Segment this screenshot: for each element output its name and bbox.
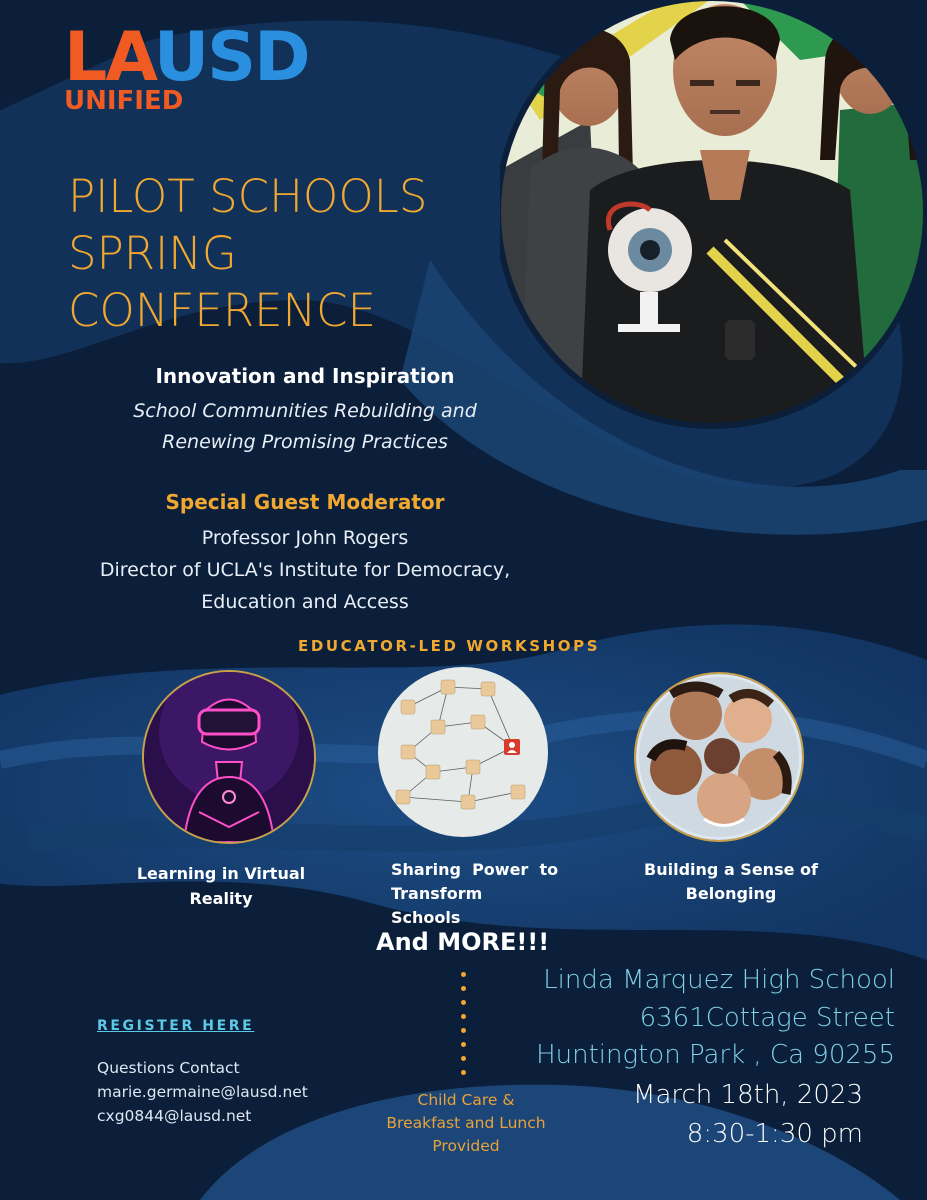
workshop-vr-line-2: Reality xyxy=(189,889,253,908)
venue-address xyxy=(536,962,895,1075)
venue-street: 6361Cottage Street xyxy=(639,1002,895,1033)
theme-subtitle-line-2: Renewing Promising Practices xyxy=(162,431,448,453)
workshop-power-line-2: Transform xyxy=(391,884,483,903)
provided-line-1: Child Care & xyxy=(417,1091,515,1109)
moderator-name: Professor John Rogers xyxy=(201,527,409,549)
network-workshop-image xyxy=(378,667,548,837)
title-line-3: CONFERENCE xyxy=(68,284,377,337)
workshop-label-vr xyxy=(126,861,316,911)
theme-subtitle xyxy=(40,396,570,458)
workshop-belonging-line-2: Belonging xyxy=(685,884,777,903)
theme-heading: Innovation and Inspiration xyxy=(155,364,455,388)
event-date: March 18th, 2023 xyxy=(633,1080,863,1110)
title-line-2: SPRING xyxy=(68,227,237,280)
provided-services xyxy=(378,1089,554,1158)
page-title xyxy=(68,168,488,339)
contact-label: Questions Contact xyxy=(97,1059,240,1077)
and-more-text: And MORE!!! xyxy=(376,928,550,956)
belonging-workshop-image xyxy=(634,672,804,842)
workshop-vr-line-1: Learning in Virtual xyxy=(136,864,306,883)
logo-unified-text: UNIFIED xyxy=(64,86,184,116)
logo-usd-text: USD xyxy=(153,18,309,97)
logo-la-text: LA xyxy=(64,18,154,97)
vr-workshop-image xyxy=(142,670,316,844)
workshop-belonging-line-1: Building a Sense of xyxy=(644,860,818,879)
lausd-logo xyxy=(64,18,309,116)
workshop-label-power xyxy=(391,858,561,930)
moderator-heading: Special Guest Moderator xyxy=(165,490,445,514)
contact-email-1[interactable]: marie.germaine@lausd.net xyxy=(97,1083,308,1101)
workshop-label-belonging xyxy=(640,858,822,906)
provided-line-3: Provided xyxy=(432,1137,500,1155)
theme-subtitle-line-1: School Communities Rebuilding and xyxy=(133,400,477,422)
venue-city: Huntington Park , Ca 90255 xyxy=(536,1040,895,1070)
moderator-role-line-2: Education and Access xyxy=(201,591,409,613)
event-time: 8:30-1:30 pm xyxy=(686,1119,863,1149)
workshop-power-line-1: Sharing Power to xyxy=(391,860,559,879)
contact-email-2[interactable]: cxg0844@lausd.net xyxy=(97,1107,252,1125)
workshop-power-line-3: Schools xyxy=(391,908,461,927)
title-line-1: PILOT SCHOOLS xyxy=(68,170,428,223)
contact-info xyxy=(97,1056,308,1128)
dotted-divider xyxy=(461,972,467,1084)
register-link[interactable]: REGISTER HERE xyxy=(97,1018,255,1034)
venue-name: Linda Marquez High School xyxy=(543,965,895,995)
moderator-details xyxy=(40,522,570,618)
event-datetime xyxy=(633,1076,863,1154)
provided-line-2: Breakfast and Lunch xyxy=(386,1114,546,1132)
moderator-role-line-1: Director of UCLA's Institute for Democracy, xyxy=(99,559,511,581)
workshops-heading: EDUCATOR-LED WORKSHOPS xyxy=(298,637,601,655)
